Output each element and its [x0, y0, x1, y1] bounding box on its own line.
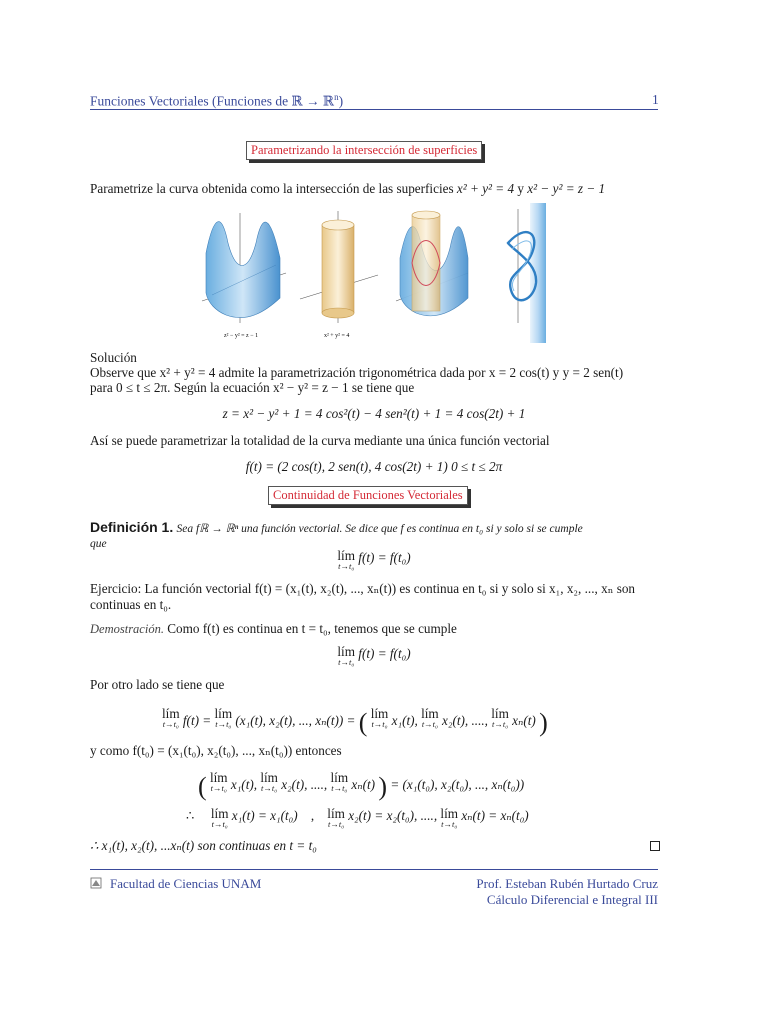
header-title-close: ) — [338, 93, 344, 109]
lim-word: lím — [440, 806, 459, 821]
eq-long-c1: x₁(t), — [391, 713, 422, 728]
eq-ther-3: xₙ(t) = xₙ(t₀) — [461, 808, 529, 823]
fig-caption-saddle: z² − y² = z − 1 — [224, 333, 259, 339]
surface-saddle: x² − y² = z − 1 — [527, 181, 606, 196]
lim-word: lím — [209, 770, 228, 785]
cylinder-surface — [300, 211, 378, 323]
eq-then-c2: x₂(t), ...., — [281, 777, 331, 792]
equation-f — [90, 459, 658, 475]
lim-sub: t→t₀ — [211, 819, 228, 829]
saddle-surface — [202, 213, 286, 323]
definition-text-2-span: que — [90, 538, 107, 550]
equation-limit-components: lím t→t₀ f(t) = lím t→t₀ (x₁(t), x₂(t), ..., xₙ(t)) = ( lím t→t₀ x₁(t), lím t→t₀ x₂(t), ...., lím t→t₀ xₙ(t) ) — [162, 706, 548, 737]
footer-course: Cálculo Diferencial e Integral III — [486, 892, 658, 907]
other-side-text: Por otro lado se tiene que — [90, 677, 225, 692]
eq-ther-1: x₁(t) = x₁(t₀) — [231, 808, 298, 823]
lim-word: lím — [337, 644, 355, 659]
eq-then-tail: = (x₁(t₀), x₂(t₀), ..., xₙ(t₀)) — [390, 777, 525, 792]
solution-line-3: Así se puede parametrizar la totalidad de la curva mediante una única función vectorial — [90, 433, 550, 448]
demonstration-label: Demostración. — [90, 622, 164, 636]
header-title: Funciones Vectoriales (Funciones de ℝ → ℝ — [90, 93, 335, 109]
equation-limit-def — [90, 550, 658, 572]
conclusion — [90, 838, 317, 854]
lim-word: lím — [210, 806, 229, 821]
limit-operator — [337, 550, 355, 572]
running-header — [90, 92, 343, 110]
equation-therefore — [186, 808, 529, 830]
equation-z-text: z = x² − y² + 1 = 4 cos²(t) − 4 sen²(t) + 1 = 4 cos(2t) + 1 — [222, 406, 526, 421]
lim-word: lím — [337, 548, 355, 563]
lim-sub: t→t₀ — [162, 719, 179, 729]
exercise-line-1: Ejercicio: La función vectorial f(t) = (x₁(t), x₂(t), ..., xₙ(t)) es continua en t₀ si y solo si x₁, x₂, ..., xₙ son — [90, 581, 636, 596]
lim-word: lím — [370, 706, 389, 721]
footer-author: Prof. Esteban Rubén Hurtado Cruz — [476, 876, 658, 891]
eq-ther-comma: , — [310, 808, 315, 823]
definition-text: Sea fℝ → ℝⁿ una función vectorial. Se dice que f es continua en t₀ si y solo si se cumple — [176, 523, 583, 535]
page-number: 1 — [652, 92, 659, 107]
eq-long-c2: x₂(t), ...., — [442, 713, 492, 728]
lim-word: lím — [421, 706, 439, 721]
lim-sub: t→t₀ — [331, 783, 348, 793]
header-rule — [90, 109, 658, 110]
definition-label: Definición 1. — [90, 519, 174, 535]
problem-statement — [90, 181, 605, 197]
problem-prefix: Parametrize la curva obtenida como la intersección de las superficies — [90, 181, 454, 196]
intersection-curve — [508, 203, 546, 343]
eq-ther-2: x₂(t) = x₂(t₀), ...., — [348, 808, 438, 823]
conclusion-text: ∴ x₁(t), x₂(t), ...xₙ(t) son continuas en t = t₀ — [90, 838, 317, 853]
lim-sub: t→t₀ — [421, 719, 438, 729]
exercise-line-2: continuas en t₀. — [90, 597, 172, 612]
section-title-parametrizando: Parametrizando la intersección de superficies — [246, 141, 482, 160]
footer-left: Facultad de Ciencias UNAM — [110, 876, 262, 891]
lim-sub: t→t₀ — [441, 819, 458, 829]
lim-sub: t→t₀ — [261, 783, 278, 793]
and-since-text: y como f(t₀) = (x₁(t₀), x₂(t₀), ..., xₙ(t₀)) entonces — [90, 743, 342, 758]
surfaces-figure — [196, 203, 556, 343]
surface-cylinder: x² + y² = 4 — [456, 181, 515, 196]
unam-crest-icon — [90, 877, 102, 889]
lim-sub: t→t₀ — [371, 719, 388, 729]
equation-limit-demo — [90, 646, 658, 668]
eq-long-a: f(t) = — [182, 713, 215, 728]
eq-long-b: (x₁(t), x₂(t), ..., xₙ(t)) = — [235, 713, 359, 728]
therefore-symbol: ∴ — [186, 808, 195, 823]
equation-f-text: f(t) = (2 cos(t), 2 sen(t), 4 cos(2t) + 1) 0 ≤ t ≤ 2π — [245, 459, 503, 474]
demonstration-text: Como f(t) es continua en t = t₀, tenemos que se cumple — [167, 621, 457, 636]
lim-word: lím — [327, 806, 345, 821]
lim-sub: t→t₀ — [491, 719, 509, 729]
limit-def-rhs: f(t) = f(t₀) — [358, 550, 411, 565]
eq-then-c1: x₁(t), — [230, 777, 261, 792]
lim-sub: t→t₀ — [210, 783, 227, 793]
fig-caption-cylinder: x² + y² = 4 — [324, 333, 350, 339]
eq-long-c3: xₙ(t) — [512, 713, 536, 728]
demonstration — [90, 621, 457, 637]
equation-then: ( lím t→t₀ x₁(t), lím t→t₀ x₂(t), ...., lím t→t₀ xₙ(t) ) = (x₁(t₀), x₂(t₀), ..., xₙ(t₀)) — [198, 770, 525, 801]
lim-word: lím — [491, 706, 509, 721]
lim-word: lím — [214, 706, 233, 721]
qed-square-icon — [650, 841, 660, 851]
solution-line-2: para 0 ≤ t ≤ 2π. Según la ecuación x² − y² = z − 1 se tiene que — [90, 380, 415, 395]
lim-sub: t→t₀ — [215, 719, 232, 729]
intersection-surfaces — [396, 211, 468, 316]
footer-rule — [90, 869, 658, 870]
limit-operator-2 — [337, 646, 355, 668]
solution-line-1: Observe que x² + y² = 4 admite la parametrización trigonométrica dada por x = 2 cos(t) y y = 2 sen(t) — [90, 365, 624, 380]
section-title-continuidad: Continuidad de Funciones Vectoriales — [268, 486, 468, 505]
lim-word: lím — [330, 770, 349, 785]
equation-z — [90, 406, 658, 422]
eq-then-c3: xₙ(t) — [351, 777, 376, 792]
lim-sub: t→t₀ — [338, 561, 355, 571]
lim-word: lím — [260, 770, 278, 785]
problem-conj: y — [517, 181, 524, 196]
definition-1 — [90, 519, 583, 537]
lim-sub: t→t₀ — [328, 819, 345, 829]
lim-word: lím — [162, 706, 180, 721]
header-title-sup: n — [334, 92, 339, 102]
solution-label: Solución — [90, 350, 137, 365]
limit-demo-rhs: f(t) = f(t₀) — [358, 646, 411, 661]
lim-sub: t→t₀ — [338, 657, 355, 667]
